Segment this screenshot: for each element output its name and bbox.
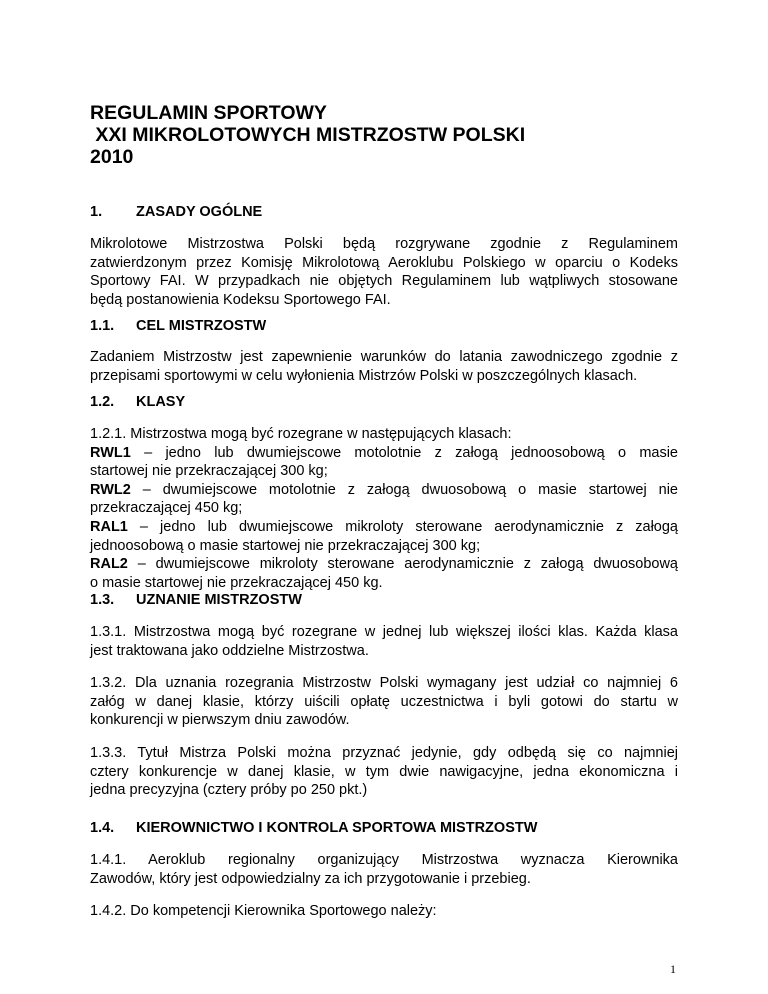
text-line: konkurencji w pierwszym dniu zawodów. — [90, 712, 350, 729]
text-line: jest traktowana jako oddzielne Mistrzostwa. — [90, 642, 369, 659]
text-line: 1.2.1. Mistrzostwa mogą być rozegrane w następujących klasach: — [90, 426, 512, 442]
class-code: RAL1 — [90, 518, 128, 535]
paragraph-classes — [90, 425, 678, 592]
section-heading-1-1 — [90, 317, 266, 335]
paragraph-general-rules — [90, 235, 678, 309]
text-line: przekraczającej 450 kg; — [90, 500, 243, 517]
paragraph-1-4-1 — [90, 851, 678, 888]
class-code: RAL2 — [90, 556, 128, 573]
section-title: ZASADY OGÓLNE — [136, 204, 263, 220]
text-line: o masie startowej nie przekraczającej 450 kg. — [90, 574, 383, 591]
section-number: 1.2. — [90, 394, 115, 410]
class-code: RWL2 — [90, 481, 131, 498]
class-rwl1 — [90, 444, 678, 463]
text-line: startowej nie przekraczającej 300 kg; — [90, 463, 328, 480]
paragraph-goal — [90, 348, 678, 385]
section-number: 1.4. — [90, 820, 115, 836]
section-title: KIEROWNICTWO I KONTROLA SPORTOWA MISTRZOSTW — [136, 820, 538, 836]
section-title: KLASY — [136, 394, 186, 410]
text-line: 1.3.1. Mistrzostwa mogą być rozegrane w jednej lub większej ilości klas. Każda klasa — [90, 624, 678, 640]
section-number: 1.3. — [90, 592, 115, 608]
text-line: zatwierdzonym przez Komisję Mikrolotową Aeroklubu Polskiego w oparciu o Kodeks — [90, 254, 678, 271]
class-ral2 — [90, 555, 678, 574]
class-desc: – jedno lub dwumiejscowe mikroloty sterowane aerodynamicznie z załogą — [127, 518, 678, 535]
document-title — [90, 102, 525, 168]
text-line: Mikrolotowe Mistrzostwa Polski będą rozgrywane zgodnie z Regulaminem — [90, 236, 678, 252]
section-heading-1-3 — [90, 591, 302, 609]
class-ral1 — [90, 518, 678, 537]
text-line: przepisami sportowymi w celu wyłonienia Mistrzów Polski w poszczególnych klasach. — [90, 367, 638, 384]
title-line-1: REGULAMIN SPORTOWY — [90, 102, 327, 124]
text-line: będą postanowienia Kodeksu Sportowego FAI. — [90, 291, 391, 308]
paragraph-1-3-2 — [90, 674, 678, 730]
section-number: 1. — [90, 204, 103, 220]
text-line: jedna precyzyjna (cztery próby po 250 pkt.) — [90, 782, 368, 799]
class-code: RWL1 — [90, 444, 131, 461]
class-desc: – dwumiejscowe motolotnie z załogą dwuosobową o masie startowej nie — [130, 481, 678, 498]
section-heading-1-4 — [90, 819, 537, 837]
text-line: Sportowy FAI. W przypadkach nie objętych Regulaminem lub wątpliwych stosowane — [90, 273, 678, 290]
text-line: Zadaniem Mistrzostw jest zapewnienie warunków do latania zawodniczego zgodnie z — [90, 349, 678, 365]
title-line-2: XXI MIKROLOTOWYCH MISTRZOSTW POLSKI — [90, 124, 526, 146]
section-heading-1-2 — [90, 393, 185, 411]
paragraph-1-4-2 — [90, 902, 678, 921]
text-line: 1.4.1. Aeroklub regionalny organizujący Mistrzostwa wyznacza Kierownika — [90, 852, 678, 868]
class-desc: – jedno lub dwumiejscowe motolotnie z załogą jednoosobową o masie — [130, 444, 678, 461]
text-line: załóg w danej klasie, którzy uiścili opłatę uczestnictwa i byli gotowi do startu w — [90, 693, 678, 710]
text-line: 1.3.2. Dla uznania rozegrania Mistrzostw Polski wymagany jest udział co najmniej 6 — [90, 675, 678, 691]
paragraph-1-3-3 — [90, 744, 678, 800]
section-title: UZNANIE MISTRZOSTW — [136, 592, 302, 608]
section-title: CEL MISTRZOSTW — [136, 318, 267, 334]
section-number: 1.1. — [90, 318, 115, 334]
text-line: jednoosobową o masie startowej nie przekraczającej 300 kg; — [90, 537, 481, 554]
class-desc: – dwumiejscowe mikroloty sterowane aerodynamicznie z załogą dwuosobową — [127, 556, 678, 573]
title-line-3: 2010 — [90, 146, 134, 168]
text-line: 1.3.3. Tytuł Mistrza Polski można przyznać jedynie, gdy odbędą się co najmniej — [90, 745, 678, 761]
text-line: cztery konkurencje w danej klasie, w tym dwie nawigacyjne, jedna ekonomiczna i — [90, 763, 678, 780]
paragraph-1-3-1 — [90, 623, 678, 660]
page-number: 1 — [670, 962, 676, 976]
text-line: Zawodów, który jest odpowiedzialny za ich przygotowanie i przebieg. — [90, 870, 531, 887]
section-heading-1 — [90, 203, 262, 221]
text-line: 1.4.2. Do kompetencji Kierownika Sportowego należy: — [90, 903, 437, 919]
class-rwl2 — [90, 481, 678, 500]
